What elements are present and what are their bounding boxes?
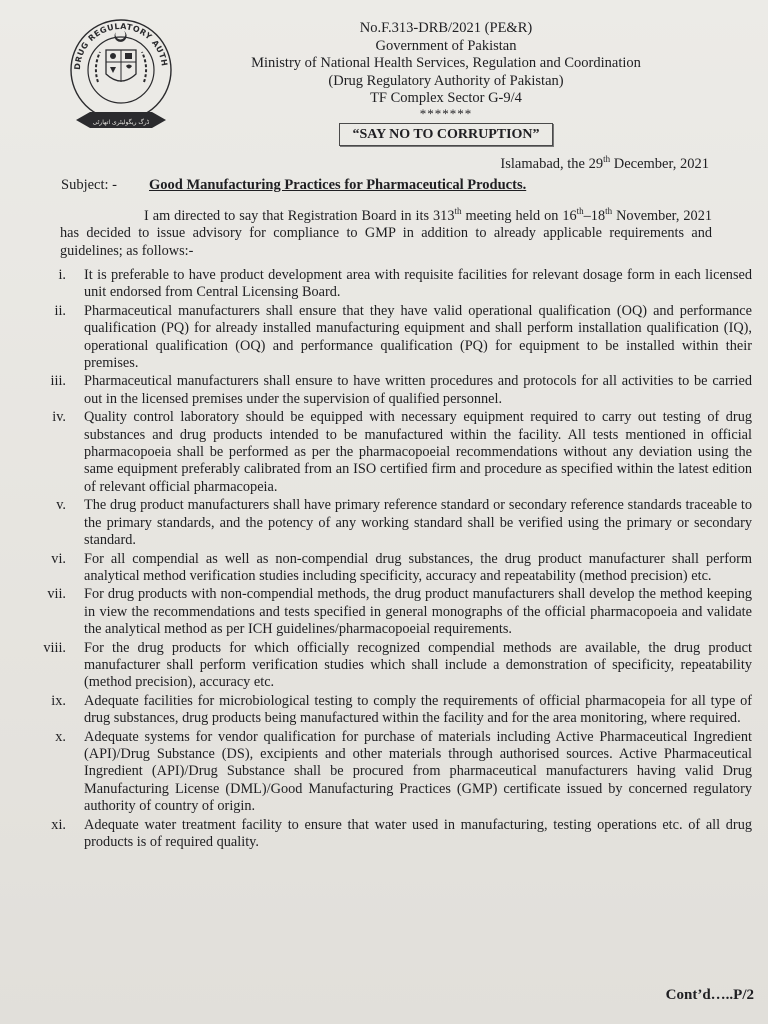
list-item: xi. Adequate water treatment facility to ensure that water used in manufacturing, testing operations etc. of all drug products is of required quality. [51,816,752,850]
list-item: vii. For drug products with non-compendial methods, the drug product manufacturers shall develop the method keeping in view the recommendations and tests specified in general monographs of the official pharmacopoeia and validate the analytical method as per ICH guidelines/pharmacopoeial requirements. [47,586,752,638]
list-item: iii. Pharmaceutical manufacturers shall ensure to have written procedures and protocols for all activities to be carried out in the licensed premises under the supervision of qualified personnel. [50,373,752,407]
list-item: v. The drug product manufacturers shall have primary reference standard or secondary reference standards traceable to the primary standards, and the potency of any working standard shall be verified using the primary or secondary standard. [56,497,752,549]
ministry-name: Ministry of National Health Services, Regulation and Coordination [251,55,641,71]
list-item: viii. For the drug products for which officially recognized compendial methods are available, the drug product manufacturer shall perform verification studies which shall include a demonstration of specificity, repeatability (method precision), accuracy etc. [43,639,752,691]
authority-name: (Drug Regulatory Authority of Pakistan) [328,72,564,89]
continued-note: Cont’d…..P/2 [665,987,754,1003]
list-item: i. It is preferable to have product development area with requisite facilities for relevant dosage form in each licensed unit endorsed from Central Licensing Board. [58,267,752,301]
list-item: ii. Pharmaceutical manufacturers shall ensure that they have valid operational qualification (OQ) and performance qualification (PQ) for already installed manufacturing equipment and shall perform installation qualification (IQ), operational qualification (OQ) and performance qualification (PQ) for equipment to be installed within their premises. [54,302,752,372]
subject-title: Good Manufacturing Practices for Pharmaceutical Products. [149,177,527,193]
subject-label: Subject: - [61,177,117,193]
svg-text:DRUG REGULATORY AUTHORITY OF P: DRUG REGULATORY AUTH [72,21,169,71]
advisory-list [26,267,752,852]
letter-date: Islamabad, the 29th December, 2021 [500,154,709,172]
intro-paragraph: I am directed to say that Registration Board in its 313th meeting held on 16th–18th November, 2021 has decided to issue advisory for compliance to GMP in addition to already applicable requirements and guidelines; as follows:- [60,206,713,259]
file-number: No.F.313-DRB/2021 (PE&R) [359,20,533,36]
list-item: ix. Adequate facilities for microbiological testing to comply the requirements of official pharmacopeia for all type of drug substances, drug products being manufactured within the facility and for the area monitoring, where required. [51,692,752,727]
letterhead [226,20,666,146]
slogan-box: “SAY NO TO CORRUPTION” [339,123,552,147]
svg-text:ڈرگ ریگولیٹری اتھارٹی: ڈرگ ریگولیٹری اتھارٹی [92,119,150,126]
list-item: vi. For all compendial as well as non-compendial drug substances, the drug product manufacturer shall perform analytical method verification studies including specificity, accuracy and repeatability (method precision) etc. [51,550,752,584]
stars-divider: ******* [419,105,473,121]
government-name: Government of Pakistan [375,37,517,54]
list-item: iv. Quality control laboratory should be equipped with necessary equipment required to carry out testing of drug substances and drug products intended to be manufactured within the facility. All tests mentioned in official pharmacopoeia shall be performed as per the pharmacopoeial recommendations without any deviation using the same equipment preferably calibrated from an ISO certified firm and procedure as specified within the latest edition of relevant official pharmacopeia. [52,409,752,495]
office-address: TF Complex Sector G-9/4 [370,90,522,106]
drap-seal-logo [68,12,174,140]
list-item: x. Adequate systems for vendor qualification for purchase of materials including Active Pharmaceutical Ingredient (API)/Drug Substance (DS), excipients and other materials through authorised sources. Active Pharmaceutical Ingredient (API)/Drug Substance shall be procured from pharmaceutical manufacturers having valid Drug Manufacturing License (DML)/Good Manufacturing Practices (GMP) certificate issued by concerned regulatory authority of country of origin. [55,728,752,815]
